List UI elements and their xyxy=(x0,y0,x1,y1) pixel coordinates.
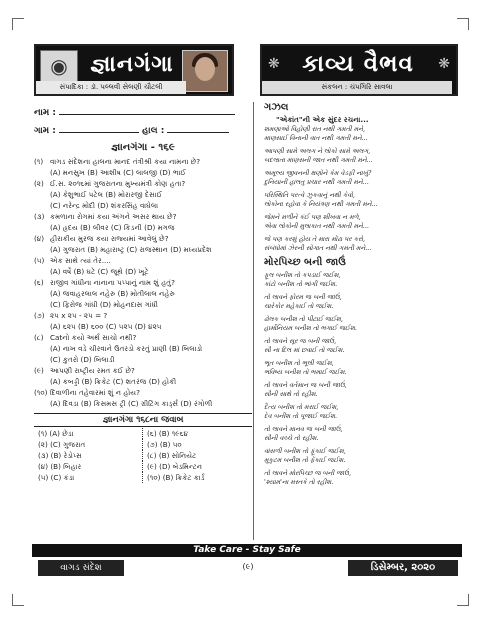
question-options: (A) નાખ વડે ચીરવાને ઉતરડો કરતું પ્રાણી (B) બિલાડો xyxy=(50,344,203,353)
stanza xyxy=(264,235,460,253)
question-options: (A) મનસુખ (B) આશીષ (C) લાલજી (D) ભાઈ xyxy=(50,168,186,177)
page-number: (૯) xyxy=(242,562,254,571)
poem-line: સૌની સાથે તો રહીશ. xyxy=(264,390,318,398)
question-number: (૩) xyxy=(34,212,45,221)
stanza xyxy=(264,213,460,231)
question-row xyxy=(34,255,252,266)
editor-portrait xyxy=(182,50,228,92)
ornament-icon: ❋ xyxy=(268,56,280,72)
ornament-icon: ❋ xyxy=(438,56,450,72)
stanza xyxy=(264,403,460,421)
answer-item: (૮) (B) સોનિયેટ xyxy=(147,451,197,460)
question-text: Catનો કયો અર્થ સાચો નથી? xyxy=(50,333,137,342)
question-text: રાજીવ ગાંધીના નાનાના પપ્પાનું નામ શું હતું? xyxy=(50,278,175,287)
kavya-vaibhav-title: કાવ્ય વૈભવ xyxy=(302,50,414,77)
question-options: (A) દિવડા (B) કિસમસ ટ્રી (C) ગ્રીટિંગ કાર્ડ્સ (D) રંગોળી xyxy=(50,399,213,408)
name-field[interactable] xyxy=(34,106,252,118)
poem-line: ચારેકોર મહેકાઈ તો જઈશ. xyxy=(264,302,334,310)
poetry-column xyxy=(264,102,460,491)
tagline-bar: Take Care - Stay Safe xyxy=(32,544,462,557)
compiler-caption: સંકલન : ચંપગિરિ સાવલા xyxy=(262,81,452,94)
poem-line: તો લાવને ફોરમ જ બની જાઉં, xyxy=(264,293,342,301)
question-options: (A) ગુજરાત (B) મહારાષ્ટ્ર (C) રાજસ્થાન (D) મધ્યપ્રદેશ xyxy=(50,245,212,254)
poem-line: સંબંધોમાં ઝેરની સોગાત નથી ગમતી મને... xyxy=(264,244,372,252)
question-row xyxy=(34,332,252,343)
answer-item: (૬) (B) ૧૯૬૪ xyxy=(147,429,189,438)
poem-title: મોરપિચ્છ બની જાઉં xyxy=(264,257,346,268)
question-options: (A) વર્ષે (B) ઘટે (C) જૂથે (D) ખૂટે xyxy=(50,267,149,276)
question-row xyxy=(34,178,252,189)
poem-line: આપણી સામે અલગ ને લોકો સામે અલગ, xyxy=(264,147,371,155)
answers-title: જ્ઞાનગંગા ૧૬૮ના જવાબ xyxy=(34,413,252,427)
stanza xyxy=(264,125,460,143)
stanza xyxy=(264,271,460,289)
poem-line: માણસાઈ વિનાની વાત નથી ગમતી મને... xyxy=(264,134,368,142)
question-options: (A) કબડ્ડી (B) ક્રિકેટ (C) શતરંજ (D) હોકી xyxy=(50,377,177,386)
poem-line: દેવ બનીશ તો પૂજાઈ જઈશ. xyxy=(264,412,338,420)
name-label: નામ : xyxy=(34,108,56,118)
stanza xyxy=(264,191,460,209)
question-number: (૨) xyxy=(34,179,44,188)
question-row xyxy=(34,365,252,376)
poem-line: શમણાઓ વિહોણી રાત નથી ગમતી મને, xyxy=(264,125,365,133)
poem-line: ભૂત બનીશ તો ભૂલી જઈશ, xyxy=(264,359,334,367)
question-row xyxy=(34,277,252,288)
question-options: (A) હૃદય (B) લીવર (C) કિડની (D) મગજ xyxy=(50,223,175,232)
poem-line: 'શ્યામ'ના મસ્તકે તો રહીશ. xyxy=(264,478,334,486)
answer-item: (૭) (B) ૫૦ xyxy=(147,440,182,449)
answer-item: (૧૦) (B) ક્રિકેટ કાર્ડ xyxy=(147,473,205,482)
question-options: (A) જવાહરલાલ નહેરુ (B) મોતીલાલ નહેરુ xyxy=(50,289,175,298)
crop-mark xyxy=(12,18,13,30)
poem-body xyxy=(264,271,460,487)
question-row xyxy=(34,310,252,321)
question-text: ૨૫ x ૨૫ - ૨૫ = ? xyxy=(50,311,108,320)
poem-line: અમૂલ્ય જીવનની ક્ષણોને કેમ વેડફી નાખું? xyxy=(264,169,372,177)
poem-line: મુકુટમ બનીશ તો ફેંકાઈ જઈશ. xyxy=(264,456,346,464)
poem-line: બદલાતા માણસની જાત નથી ગમતી મને... xyxy=(264,156,373,164)
crop-mark xyxy=(12,18,24,19)
answer-item: (૩) (B) રેડોપ્સ xyxy=(34,450,143,461)
crop-mark xyxy=(457,605,469,606)
poem-line: દુનિયાની હાલતુ પ્રચાર નથી ગમતી મને... xyxy=(264,178,369,186)
crop-mark xyxy=(468,18,469,30)
question-row xyxy=(34,233,252,244)
question-list xyxy=(34,156,252,409)
question-number: (૭) xyxy=(34,311,45,320)
answer-item: (૪) (B) બિહાર xyxy=(34,461,143,472)
question-number: (૪) xyxy=(34,234,45,243)
answer-item: (૧) (A) છેડા xyxy=(34,428,143,439)
question-text: કમળાના રોગમાં કયા અંગને અસર થાય છે? xyxy=(50,212,177,221)
page-footer xyxy=(32,560,462,576)
stanza xyxy=(264,425,460,443)
ghazal-body xyxy=(264,125,460,253)
crop-mark xyxy=(12,605,24,606)
question-options: (C) નરેન્દ્ર મોદી (D) શંકરસિંહ વાઘેલા xyxy=(50,201,159,210)
question-number: (૮) xyxy=(34,333,44,342)
poem-line: ફૂલ બનીશ તો કપડાઈ જઈશ, xyxy=(264,271,341,279)
stanza xyxy=(264,147,460,165)
question-text: આપણી રાષ્ટ્રીય રમત કઈ છે? xyxy=(50,366,135,375)
poem-line: સૌ ના દિલ માં છવાઈ તો જઈશ. xyxy=(264,346,345,354)
crop-mark xyxy=(457,18,469,19)
question-number: (૯) xyxy=(34,366,44,375)
question-number: (૬) xyxy=(34,278,44,287)
village-label: ગામ : xyxy=(34,126,56,136)
stanza xyxy=(264,359,460,377)
poem-line: જે પણ કરશું હોય તે મારા મોંઢા પર કરો, xyxy=(264,235,366,243)
gyanganga-title: જ્ઞાનગંગા xyxy=(90,51,174,77)
poem-line: કાંટો બનીશ તો ભાંગી જઈશ. xyxy=(264,280,338,288)
poem-line: ઢોલક બનીશ તો પીટાઈ જઈશ, xyxy=(264,315,343,323)
question-number: (૧) xyxy=(34,157,44,166)
answer-item: (૨) (C) ગુજરાત xyxy=(34,439,143,450)
issue-date: ડિસેમ્બર, ૨૦૨૦ xyxy=(348,560,458,576)
poem-line: વાંસળી બનીશ તો ફૂંકાઈ જઈશ, xyxy=(264,447,346,455)
editor-caption: સંપાદિકા : ડૉ. પલ્લવી સેલણી ચૌટલી xyxy=(36,81,186,94)
poem-line: તો લાવને વર્તમાન જ બની જાઉં, xyxy=(264,381,347,389)
quiz-title: જ્ઞાનગંગા - ૧૬૯ xyxy=(111,142,175,153)
question-row xyxy=(34,156,252,167)
poem-line: ભવિષ્ય બનીશ તો ભમાઈ જઈશ. xyxy=(264,368,347,376)
column-divider xyxy=(253,102,254,540)
poem-line: તો લાવને સૂર જ બની જાઉં, xyxy=(264,337,337,345)
poem-line: એવા લોકોની મુલાકાત નથી ગમતી મને... xyxy=(264,222,369,230)
question-number: (૫) xyxy=(34,256,45,265)
poem-line: તો લાવને માનવ જ બની જાઉં, xyxy=(264,425,343,433)
question-options: (A) ૬૨૫ (B) ૬૦૦ (C) ૫૨૫ (D) ૪૨૫ xyxy=(50,322,162,331)
poem-line: જેમને મળીને કંઈ પણ શીખવા ન મળે, xyxy=(264,213,361,221)
question-number: (૧૦) xyxy=(34,388,48,397)
poem-line: સૌની વચ્ચે તો રહીશ. xyxy=(264,434,319,442)
answer-item: (૫) (C) કંડા xyxy=(34,472,143,483)
publication-name: વાગડ સંદેશ xyxy=(38,560,124,576)
poem-line: લોકોના રહોવા કે નિયંત્રણ નથી ગમતી મને... xyxy=(264,200,378,208)
stanza xyxy=(264,381,460,399)
ghazal-title: ગઝલ xyxy=(264,102,289,113)
question-text: એક સાથે ત્યાં તેર.... xyxy=(50,256,111,265)
answer-grid xyxy=(34,428,252,483)
stanza xyxy=(264,337,460,355)
question-row xyxy=(34,211,252,222)
mobile-label: હાલ : xyxy=(142,126,165,136)
answer-item: (૯) (D) બેડમિન્ટન xyxy=(147,462,203,471)
village-field[interactable] xyxy=(34,124,252,136)
poem-line: હાર્મોનિયમ બનીશ તો ભગાઈ જઈશ. xyxy=(264,324,357,332)
question-options: (C) કુતરો (D) બિલાડી xyxy=(50,355,115,364)
question-options: (C) ફિરોજ ગાંધી (D) મોહનદાસ ગાંધી xyxy=(50,300,158,309)
question-text: વાગડ સંદેશના હાલના માનદ તંત્રીશ્રી કયા નામના છે? xyxy=(50,157,201,166)
question-text: હીરાકીય મુરજ કયા રાજ્યમાં આવેલું છે? xyxy=(50,234,169,243)
stanza xyxy=(264,469,460,487)
stanza xyxy=(264,169,460,187)
magazine-page xyxy=(32,44,462,576)
ghazal-subtitle: "એકાંત"ની એક સુંદર રચના... xyxy=(276,115,369,124)
poem-line: તો લાવને મોરપિચ્છ જ બની જાઉં, xyxy=(264,469,352,477)
question-text: ઈ.સ. ૨૦૧૬માં ગુજરાતના મુખ્યમંત્રી કોણ હતા? xyxy=(50,179,186,188)
kavya-vaibhav-banner xyxy=(260,44,458,96)
stanza xyxy=(264,293,460,311)
question-options: (A) કેશુભાઈ પટેલ (B) મોરારજી દેસાઈ xyxy=(50,190,163,199)
question-row xyxy=(34,387,252,398)
quiz-column xyxy=(34,106,252,483)
question-text: દિવાળીના તહેવારમાં શું ન હોય? xyxy=(50,388,140,397)
stanza xyxy=(264,315,460,333)
poem-line: પરિસ્થિતિ પરત્વે ઝુકવાનું નથી કેવો, xyxy=(264,191,355,199)
poem-line: દૈત્ય બનીશ તો મરાઈ જઈશ, xyxy=(264,403,339,411)
stanza xyxy=(264,447,460,465)
gyanganga-banner xyxy=(34,44,234,96)
brain-icon: ◉ xyxy=(40,50,78,82)
